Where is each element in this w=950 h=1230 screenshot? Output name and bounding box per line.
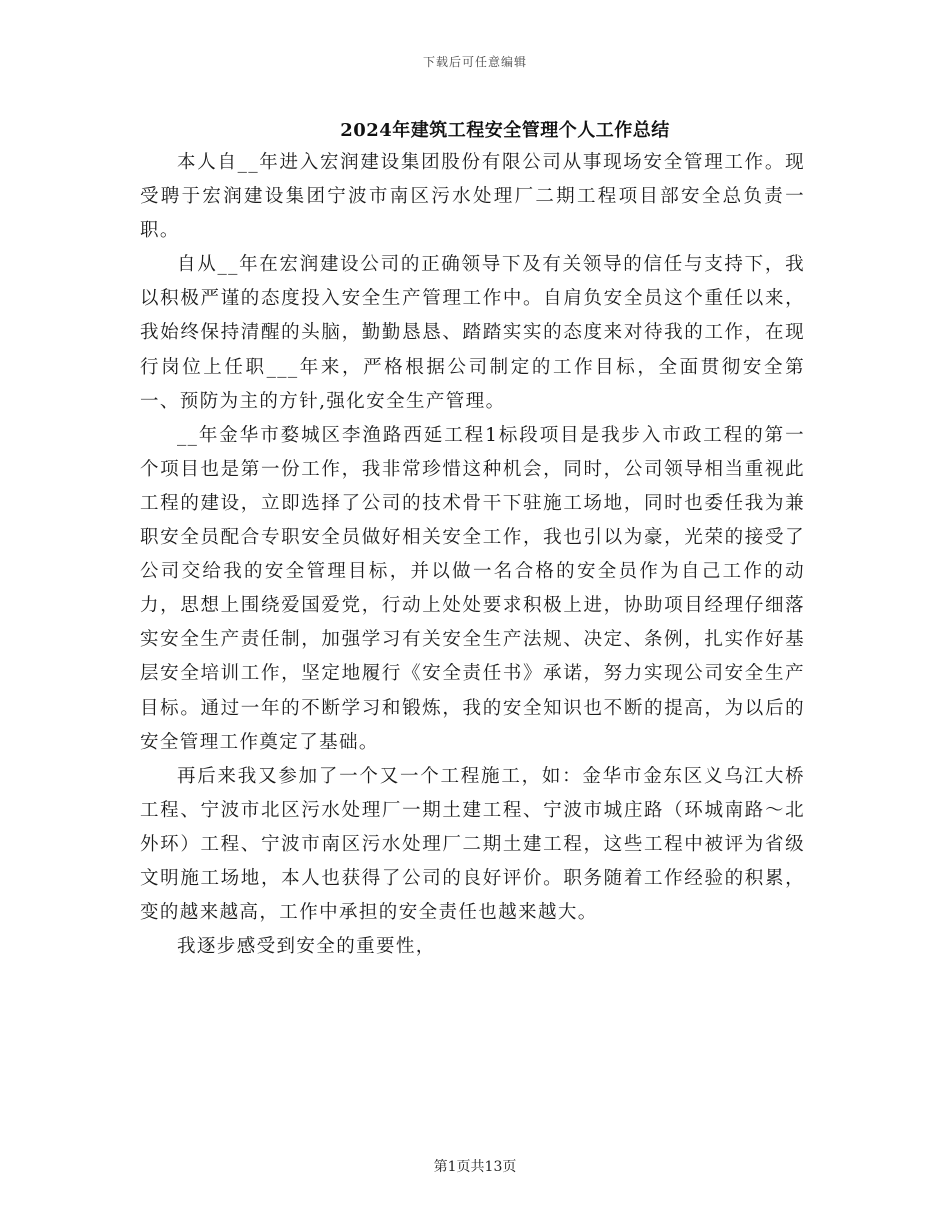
- paragraph-5: 我逐步感受到安全的重要性，: [177, 936, 436, 958]
- document-body: [140, 146, 805, 964]
- page-header-note: 下载后可任意编辑: [422, 55, 527, 69]
- document-title: 2024年建筑工程安全管理个人工作总结: [340, 120, 670, 141]
- paragraph-3: __年金华市婺城区李渔路西延工程1标段项目是我步入市政工程的第一个项目也是第一份工作，我非常珍惜这种机会，同时，公司领导相当重视此工程的建设，立即选择了公司的技术骨干下驻施工场地，同时也委任我为兼职安全员配合专职安全员做好相关安全工作，我也引以为豪，光荣的接受了公司交给我的安全管理目标，并以做一名合格的安全员作为自己工作的动力，思想上围绕爱国爱党，行动上处处要求积极上进，协助项目经理仔细落实安全生产责任制，加强学习有关安全生产法规、决定、条例，扎实作好基层安全培训工作，坚定地履行《安全责任书》承诺，努力实现公司安全生产目标。通过一年的不断学习和锻炼，我的安全知识也不断的提高，为以后的安全管理工作奠定了基础。: [140, 424, 805, 753]
- paragraph-4: 再后来我又参加了一个又一个工程施工，如：金华市金东区义乌江大桥工程、宁波市北区污水处理厂一期土建工程、宁波市城庄路（环城南路～北外环）工程、宁波市南区污水处理厂二期土建工程，这些工程中被评为省级文明施工场地，本人也获得了公司的良好评价。职务随着工作经验的积累，变的越来越高，工作中承担的安全责任也越来越大。: [140, 765, 805, 924]
- paragraph-2: 自从__年在宏润建设公司的正确领导下及有关领导的信任与支持下，我以积极严谨的态度投入安全生产管理工作中。自肩负安全员这个重任以来，我始终保持清醒的头脑，勤勤恳恳、踏踏实实的态度来对待我的工作，在现行岗位上任职___年来，严格根据公司制定的工作目标，全面贯彻安全第一、预防为主的方针,强化安全生产管理。: [140, 254, 805, 412]
- paragraph-1: 本人自__年进入宏润建设集团股份有限公司从事现场安全管理工作。现受聘于宏润建设集团宁波市南区污水处理厂二期工程项目部安全总负责一职。: [140, 152, 805, 242]
- page-number-footer: 第1页共13页: [433, 1159, 517, 1175]
